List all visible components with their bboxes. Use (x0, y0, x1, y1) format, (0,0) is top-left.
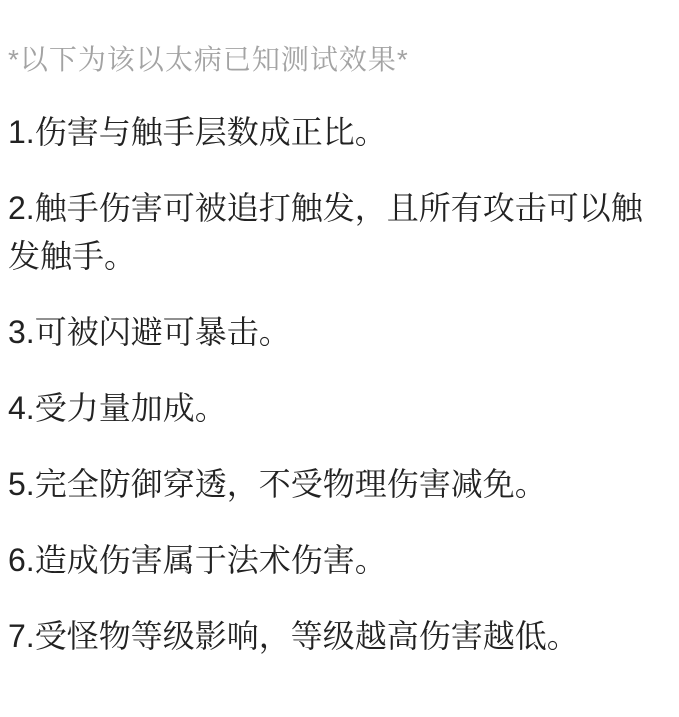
note-header: *以下为该以太病已知测试效果* (8, 44, 409, 75)
note-item-2: 2.触手伤害可被追打触发，且所有攻击可以触发触手。 (8, 190, 643, 274)
note-item-7: 7.受怪物等级影响，等级越高伤害越低。 (8, 618, 579, 654)
note-item-4: 4.受力量加成。 (8, 390, 227, 426)
note-item-3: 3.可被闪避可暴击。 (8, 314, 291, 350)
note-item-1: 1.伤害与触手层数成正比。 (8, 114, 387, 150)
note-item-5: 5.完全防御穿透，不受物理伤害减免。 (8, 466, 547, 502)
note-item-6: 6.造成伤害属于法术伤害。 (8, 542, 387, 578)
